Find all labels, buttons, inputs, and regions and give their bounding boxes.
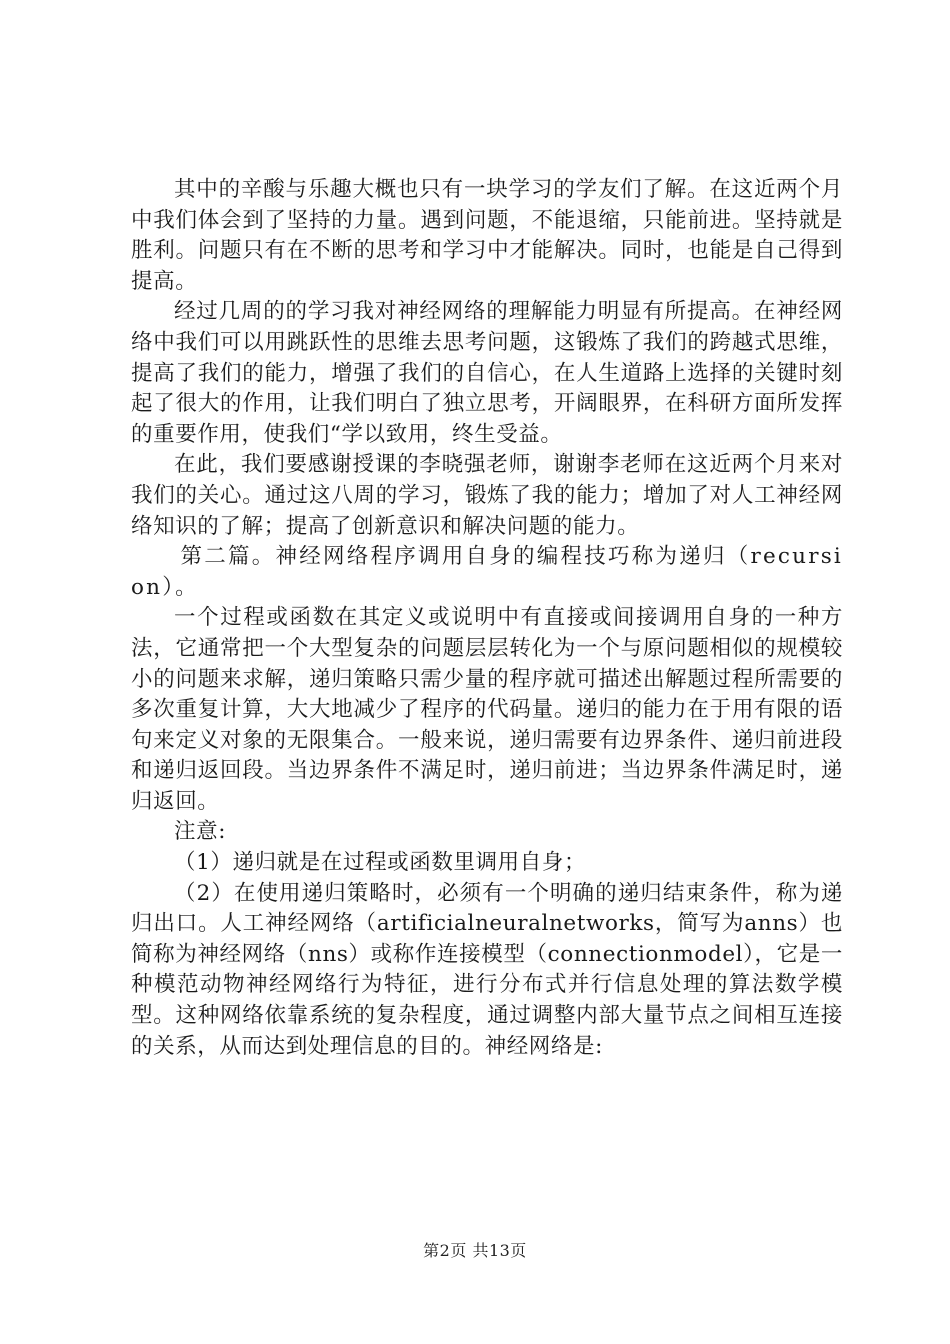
paragraph-thanks: 在此，我们要感谢授课的李晓强老师，谢谢李老师在这近两个月来对我们的关心。通过这八周的学习，锻炼了我的能力；增加了对人工神经网络知识的了解；提高了创新意识和解决问题的能力。: [131, 452, 843, 539]
paragraph-understanding: 经过几周的的学习我对神经网络的理解能力明显有所提高。在神经网络中我们可以用跳跃性的思维去思考问题，这锻炼了我们的跨越式思维，提高了我们的能力，增强了我们的自信心，在人生道路上选择的关键时刻起了很大的作用，让我们明白了独立思考，开阔眼界，在科研方面所发挥的重要作用，使我们“学以致用，终生受益。: [131, 299, 843, 447]
page-number-footer: 第2页 共13页: [423, 1241, 527, 1260]
paragraph-recursion-definition: 一个过程或函数在其定义或说明中有直接或间接调用自身的一种方法，它通常把一个大型复杂的问题层层转化为一个与原问题相似的规模较小的问题来求解，递归策略只需少量的程序就可描述出解题过程所需要的多次重复计算，大大地减少了程序的代码量。递归的能力在于用有限的语句来定义对象的无限集合。一般来说，递归需要有边界条件、递归前进段和递归返回段。当边界条件不满足时，递归前进；当边界条件满足时，递归返回。: [131, 605, 843, 814]
document-body: [131, 175, 843, 1062]
paragraph-note-item-2: （2）在使用递归策略时，必须有一个明确的递归结束条件，称为递归出口。人工神经网络（artificialneuralnetworks，简写为anns）也简称为神经网络（nns）或称作连接模型（connectionmodel），它是一种模范动物神经网络行为特征，进行分布式并行信息处理的算法数学模型。这种网络依靠系统的复杂程度，通过调整内部大量节点之间相互连接的关系，从而达到处理信息的目的。神经网络是:: [131, 880, 843, 1059]
paragraph-hardship: 其中的辛酸与乐趣大概也只有一块学习的学友们了解。在这近两个月中我们体会到了坚持的力量。遇到问题，不能退缩，只能前进。坚持就是胜利。问题只有在不断的思考和学习中才能解决。同时，也能是自己得到提高。: [131, 177, 843, 294]
section-heading-part-two: 第二篇。神经网络程序调用自身的编程技巧称为递归（recursion）。: [131, 544, 843, 600]
paragraph-note-item-1: （1）递归就是在过程或函数里调用自身；: [174, 850, 587, 876]
paragraph-note-label: 注意:: [174, 819, 227, 845]
